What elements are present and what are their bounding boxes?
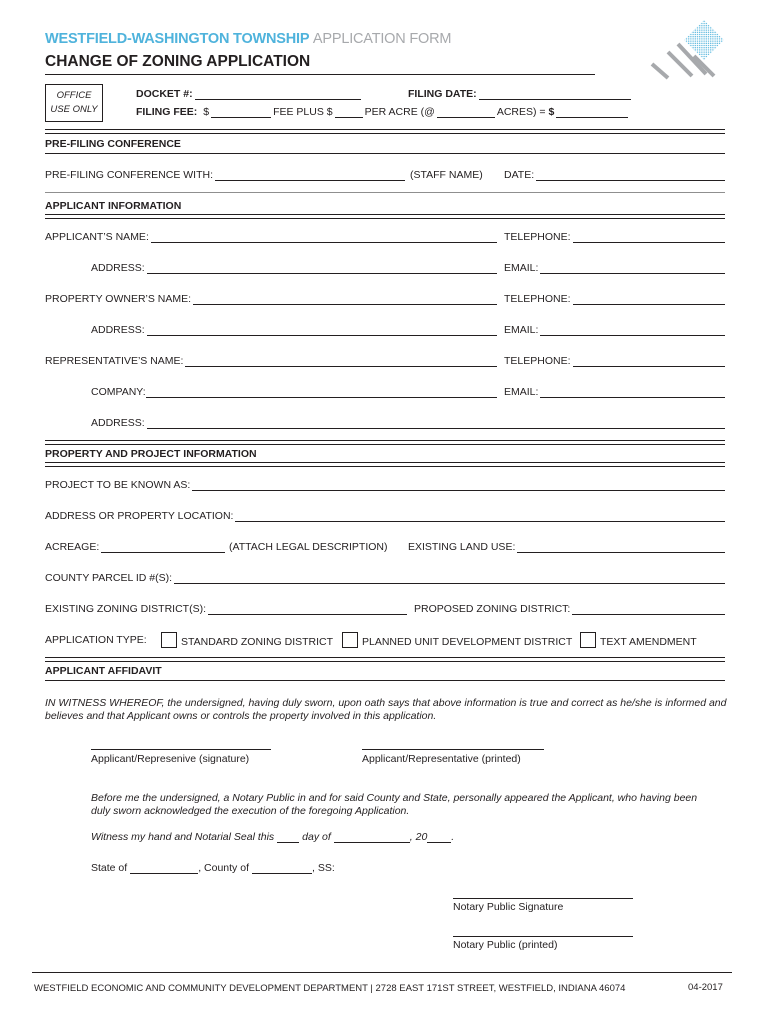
notary-signature-label: Notary Public Signature	[453, 901, 564, 913]
filing-date-row	[408, 88, 633, 100]
attach-legal-label: (ATTACH LEGAL DESCRIPTION)	[229, 541, 388, 553]
rep-address-input[interactable]	[147, 418, 725, 429]
applicant-address-input[interactable]	[147, 263, 497, 274]
owner-name-label: PROPERTY OWNER’S NAME:	[45, 293, 192, 305]
section-title-applicant: APPLICANT INFORMATION	[45, 200, 182, 212]
acreage-field	[45, 541, 225, 553]
county-of-label: , County of	[198, 862, 249, 874]
standard-zoning-label: STANDARD ZONING DISTRICT	[181, 636, 334, 648]
per-acre-fee-field[interactable]	[335, 107, 363, 118]
footer-address: WESTFIELD ECONOMIC AND COMMUNITY DEVELOPMENT DEPARTMENT | 2728 EAST 171ST STREET, WESTFIELD, INDIANA 46074	[34, 983, 626, 994]
rep-name-label: REPRESENTATIVE’S NAME:	[45, 355, 184, 367]
office-use-box	[45, 84, 103, 122]
header-title	[45, 31, 451, 47]
state-field[interactable]	[130, 863, 198, 874]
prefiling-with-input[interactable]	[215, 170, 405, 181]
notary-signature-line[interactable]	[453, 898, 633, 899]
owner-email-field	[504, 324, 725, 336]
property-location-input[interactable]	[235, 511, 725, 522]
project-name-label: PROJECT TO BE KNOWN AS:	[45, 479, 191, 491]
acres-eq-label: ACRES) =	[496, 106, 546, 118]
owner-address-input[interactable]	[147, 325, 497, 336]
property-location-field	[45, 510, 725, 522]
email-label: EMAIL:	[504, 386, 539, 398]
section-divider	[45, 680, 725, 681]
pud-checkbox[interactable]	[342, 632, 358, 648]
section-divider	[45, 214, 725, 219]
section-divider	[45, 153, 725, 154]
prefiling-date-label: DATE:	[504, 169, 535, 181]
existing-zoning-label: EXISTING ZONING DISTRICT(S):	[45, 603, 207, 615]
period: .	[451, 831, 455, 843]
form-title: CHANGE OF ZONING APPLICATION	[45, 53, 311, 70]
text-amendment-checkbox[interactable]	[580, 632, 596, 648]
month-field[interactable]	[334, 832, 410, 843]
applicant-address-field	[91, 262, 497, 274]
day-field[interactable]	[277, 832, 299, 843]
applicant-telephone-input[interactable]	[573, 232, 725, 243]
notary-printed-line[interactable]	[453, 936, 633, 937]
application-type-label: APPLICATION TYPE:	[45, 634, 147, 646]
notary-printed-label: Notary Public (printed)	[453, 939, 558, 951]
address-label: ADDRESS:	[91, 324, 145, 336]
notary-paragraph: Before me the undersigned, a Notary Public in and for said County and State, personally appeared the Applicant, who having been duly sworn acknowledged the execution of the foregoing Application.	[91, 792, 698, 817]
rep-address-field	[91, 417, 725, 429]
filing-fee-label: FILING FEE:	[136, 106, 198, 118]
section-divider	[45, 462, 725, 467]
parcel-id-label: COUNTY PARCEL ID #(S):	[45, 572, 172, 584]
docket-row	[136, 88, 363, 100]
owner-address-field	[91, 324, 497, 336]
org-name: WESTFIELD-WASHINGTON TOWNSHIP	[45, 31, 310, 47]
existing-zoning-field	[45, 603, 407, 615]
staff-name-label: (STAFF NAME)	[410, 169, 483, 181]
docket-field[interactable]	[195, 89, 361, 100]
state-county-row	[91, 862, 335, 874]
applicant-name-input[interactable]	[151, 232, 497, 243]
proposed-zoning-field	[414, 603, 725, 615]
filing-fee-row	[136, 106, 630, 118]
option-standard-zoning[interactable]	[161, 632, 333, 648]
section-title-prefiling: PRE-FILING CONFERENCE	[45, 138, 181, 150]
total-dollar: $	[548, 106, 555, 118]
rep-telephone-input[interactable]	[573, 356, 725, 367]
owner-name-input[interactable]	[193, 294, 497, 305]
header-divider	[45, 74, 595, 75]
applicant-signature-label: Applicant/Represenive (signature)	[91, 753, 250, 765]
rep-name-input[interactable]	[185, 356, 497, 367]
email-label: EMAIL:	[504, 262, 539, 274]
day-of-label: day of	[302, 831, 331, 843]
existing-zoning-input[interactable]	[208, 604, 407, 615]
owner-telephone-field	[504, 293, 725, 305]
proposed-zoning-label: PROPOSED ZONING DISTRICT:	[414, 603, 571, 615]
existing-land-use-input[interactable]	[517, 542, 725, 553]
per-acre-label: PER ACRE (@	[364, 106, 435, 118]
prefiling-with-field	[45, 169, 405, 181]
prefiling-date-field	[504, 169, 725, 181]
owner-telephone-input[interactable]	[573, 294, 725, 305]
text-amendment-label: TEXT AMENDMENT	[600, 636, 697, 648]
parcel-id-field	[45, 572, 725, 584]
section-divider	[45, 440, 725, 445]
applicant-email-input[interactable]	[540, 263, 725, 274]
applicant-printed-line[interactable]	[362, 749, 544, 750]
project-name-input[interactable]	[192, 480, 725, 491]
parcel-id-input[interactable]	[174, 573, 725, 584]
telephone-label: TELEPHONE:	[504, 355, 571, 367]
company-field	[91, 386, 497, 398]
rep-telephone-field	[504, 355, 725, 367]
section-title-affidavit: APPLICANT AFFIDAVIT	[45, 665, 162, 677]
applicant-name-field	[45, 231, 497, 243]
existing-land-use-label: EXISTING LAND USE:	[408, 541, 516, 553]
acres-field[interactable]	[437, 107, 495, 118]
ss-label: , SS:	[311, 862, 335, 874]
year-field[interactable]	[427, 832, 451, 843]
email-label: EMAIL:	[504, 324, 539, 336]
standard-zoning-checkbox[interactable]	[161, 632, 177, 648]
owner-email-input[interactable]	[540, 325, 725, 336]
filing-date-field[interactable]	[479, 89, 631, 100]
section-divider	[45, 657, 725, 662]
rep-email-field	[504, 386, 725, 398]
project-name-field	[45, 479, 725, 491]
rep-email-input[interactable]	[540, 387, 725, 398]
section-divider	[45, 129, 725, 134]
footer-divider	[32, 972, 732, 973]
applicant-telephone-field	[504, 231, 725, 243]
applicant-signature-line[interactable]	[91, 749, 271, 750]
prefiling-date-input[interactable]	[536, 170, 725, 181]
fee-dollar: $	[203, 106, 210, 118]
logo-icon	[648, 18, 728, 80]
use-only-label: USE ONLY	[50, 104, 98, 115]
county-field[interactable]	[252, 863, 312, 874]
address-label: ADDRESS:	[91, 417, 145, 429]
existing-land-use-field	[408, 541, 725, 553]
office-label: OFFICE	[56, 90, 92, 101]
telephone-label: TELEPHONE:	[504, 231, 571, 243]
footer-revision: 04-2017	[688, 982, 723, 993]
acreage-input[interactable]	[101, 542, 225, 553]
witness-paragraph: IN WITNESS WHEREOF, the undersigned, having duly sworn, upon oath says that above information is true and correct as he/she is informed and believes and that Applicant owns or controls the property involved in this application.	[45, 697, 727, 722]
option-pud[interactable]	[342, 632, 572, 648]
witness-hand-label: Witness my hand and Notarial Seal this	[91, 831, 275, 843]
state-of-label: State of	[91, 862, 128, 874]
company-input[interactable]	[146, 387, 497, 398]
section-title-property: PROPERTY AND PROJECT INFORMATION	[45, 448, 257, 460]
option-text-amendment[interactable]	[580, 632, 697, 648]
prefiling-with-label: PRE-FILING CONFERENCE WITH:	[45, 169, 214, 181]
section-divider	[45, 192, 725, 193]
applicant-printed-label: Applicant/Representative (printed)	[362, 753, 521, 765]
telephone-label: TELEPHONE:	[504, 293, 571, 305]
owner-name-field	[45, 293, 497, 305]
property-location-label: ADDRESS OR PROPERTY LOCATION:	[45, 510, 234, 522]
applicant-name-label: APPLICANT’S NAME:	[45, 231, 149, 243]
doc-type: APPLICATION FORM	[312, 31, 452, 47]
pud-label: PLANNED UNIT DEVELOPMENT DISTRICT	[362, 636, 573, 648]
applicant-email-field	[504, 262, 725, 274]
docket-label: DOCKET #:	[136, 88, 193, 100]
filing-date-label: FILING DATE:	[408, 88, 477, 100]
address-label: ADDRESS:	[91, 262, 145, 274]
company-label: COMPANY:	[91, 386, 146, 398]
fee-plus-label: FEE PLUS $	[273, 106, 333, 118]
acreage-label: ACREAGE:	[45, 541, 100, 553]
total-fee-field[interactable]	[556, 107, 628, 118]
filing-fee-field[interactable]	[211, 107, 271, 118]
rep-name-field	[45, 355, 497, 367]
year-prefix: , 20	[409, 831, 428, 843]
witness-hand-row	[91, 831, 454, 843]
proposed-zoning-input[interactable]	[572, 604, 725, 615]
